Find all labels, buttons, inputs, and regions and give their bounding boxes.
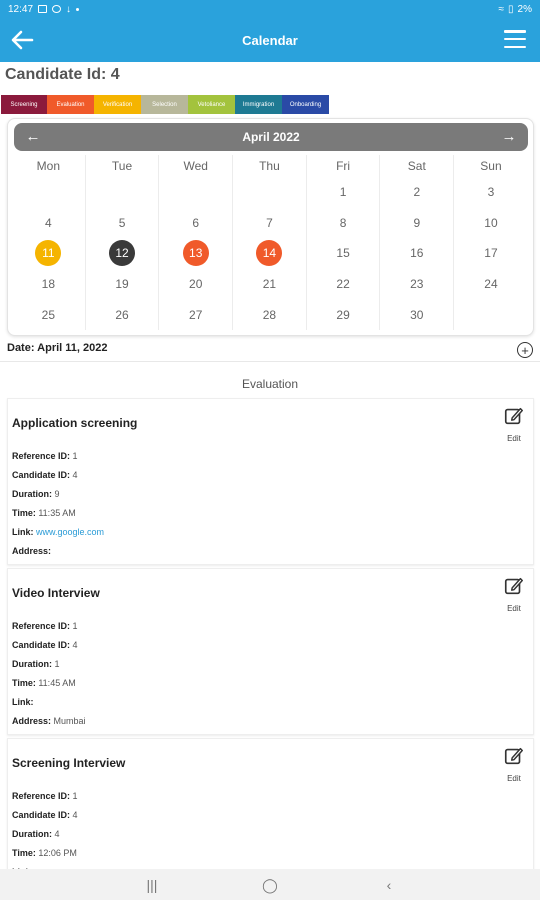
stage-immigration: Immigration: [235, 95, 282, 114]
calendar-day-number: 30: [410, 307, 424, 322]
calendar-day-number: 21: [262, 277, 277, 292]
calendar-empty-cell: [12, 177, 86, 208]
address-field-value: Mumbai: [51, 716, 86, 726]
calendar-day-number: 15: [336, 246, 350, 261]
duration-field-value: 9: [52, 489, 60, 499]
calendar-day-6[interactable]: [159, 208, 233, 239]
calendar-card: [7, 118, 534, 336]
calendar-day-11[interactable]: [12, 238, 86, 269]
calendar-empty-cell: [233, 177, 307, 208]
calendar-day-21[interactable]: [233, 269, 307, 300]
recent-apps-icon[interactable]: |||: [146, 877, 158, 893]
edit-icon: [503, 405, 525, 427]
calendar-empty-cell: [159, 177, 233, 208]
reference-id-field-value: 1: [70, 791, 78, 801]
calendar-day-number: 28: [262, 307, 277, 322]
edit-button[interactable]: [501, 745, 527, 783]
calendar-day-17[interactable]: [454, 238, 528, 269]
calendar-day-number: 24: [484, 277, 498, 292]
stage-onboarding: Onboarding: [282, 95, 329, 114]
back-arrow-icon[interactable]: [8, 26, 36, 54]
reference-id-field: Reference ID: 1: [12, 451, 78, 461]
reference-id-field-value: 1: [70, 621, 78, 631]
duration-field: Duration: 1: [12, 659, 60, 669]
calendar-day-27[interactable]: [159, 299, 233, 330]
link-field: Link: www.google.com: [12, 527, 105, 537]
candidate-id-field-value: 4: [70, 640, 78, 650]
event-list: [7, 398, 534, 900]
edit-label: Edit: [507, 434, 521, 443]
calendar-day-24[interactable]: [454, 269, 528, 300]
duration-field: Duration: 4: [12, 829, 60, 839]
battery-icon: ▯: [508, 3, 514, 15]
battery-level: 2%: [517, 3, 532, 15]
notification-dot-icon: [76, 8, 79, 11]
calendar-day-20[interactable]: [159, 269, 233, 300]
calendar-day-26[interactable]: [86, 299, 160, 330]
calendar-day-number: 16: [410, 246, 424, 261]
calendar-day-2[interactable]: [380, 177, 454, 208]
calendar-day-14[interactable]: [233, 238, 307, 269]
event-title: Application screening: [12, 416, 138, 430]
calendar-week-row: [12, 299, 528, 330]
prev-month-arrow-icon[interactable]: ←: [25, 128, 41, 145]
calendar-day-9[interactable]: [380, 208, 454, 239]
hamburger-menu-icon[interactable]: [504, 30, 526, 48]
calendar-header: [14, 123, 528, 151]
candidate-id-field-value: 4: [70, 470, 78, 480]
candidate-id-field: Candidate ID: 4: [12, 470, 78, 480]
add-event-icon[interactable]: +: [517, 342, 533, 358]
candidate-id-field-value: 4: [70, 810, 78, 820]
weekday-sat: Sat: [380, 155, 454, 177]
calendar-day-number: 22: [336, 277, 350, 292]
calendar-day-number: 27: [189, 307, 203, 322]
reference-id-field-value: 1: [70, 451, 78, 461]
wifi-icon: ≈: [498, 3, 505, 15]
stage-selection: Selection: [141, 95, 188, 114]
event-title: Video Interview: [12, 586, 100, 600]
calendar-day-25[interactable]: [12, 299, 86, 330]
stage-verification: Verification: [94, 95, 141, 114]
calendar-day-number: 2: [413, 185, 421, 200]
edit-label: Edit: [507, 604, 521, 613]
stage-legend: [1, 95, 329, 114]
calendar-day-number: 9: [413, 215, 421, 230]
weekday-mon: Mon: [12, 155, 86, 177]
system-nav-bar: [0, 869, 540, 900]
candidate-id-field: Candidate ID: 4: [12, 810, 78, 820]
divider: [0, 361, 540, 362]
weekday-sun: Sun: [480, 159, 502, 173]
edit-button[interactable]: [501, 575, 527, 613]
section-heading: Evaluation: [241, 377, 299, 391]
time-field-value: 11:45 AM: [35, 678, 76, 688]
edit-button[interactable]: [501, 405, 527, 443]
candidate-id-field: Candidate ID: 4: [12, 640, 78, 650]
status-bar: [0, 0, 540, 18]
app-bar-title: Calendar: [242, 32, 298, 48]
reference-id-field: Reference ID: 1: [12, 621, 78, 631]
calendar-day-number: 8: [339, 215, 347, 230]
next-month-arrow-icon[interactable]: →: [501, 128, 517, 145]
calendar-day-18[interactable]: [12, 269, 86, 300]
calendar-month-label: April 2022: [242, 130, 300, 144]
calendar-day-number: 10: [484, 215, 498, 230]
duration-field-value: 4: [52, 829, 60, 839]
weekday-tue: Tue: [86, 155, 160, 177]
calendar-day-number: 18: [41, 277, 56, 292]
calendar-grid: [12, 155, 528, 330]
event-fields: [12, 449, 104, 563]
home-icon[interactable]: ◯: [262, 876, 278, 893]
calendar-day-4[interactable]: [12, 208, 86, 239]
calendar-day-7[interactable]: [233, 208, 307, 239]
calendar-day-23[interactable]: [380, 269, 454, 300]
status-time: 12:47: [8, 3, 34, 15]
app-bar: [0, 18, 540, 62]
time-field: Time: 12:06 PM: [12, 848, 77, 858]
calendar-day-number: 19: [115, 277, 129, 292]
download-icon: ↓: [66, 3, 72, 15]
calendar-day-number: 14: [256, 240, 282, 266]
link-field: Link:: [12, 697, 34, 707]
calendar-day-number: 26: [115, 307, 129, 322]
edit-icon: [503, 745, 525, 767]
duration-field: Duration: 9: [12, 489, 60, 499]
event-card: [7, 398, 534, 565]
calendar-week-row: [12, 208, 528, 239]
event-link[interactable]: www.google.com: [33, 527, 105, 537]
weekday-wed: Wed: [159, 155, 233, 177]
calendar-day-number: 1: [339, 185, 347, 200]
edit-icon: [503, 575, 525, 597]
calendar-day-number: 6: [192, 215, 200, 230]
weekday-row: [12, 155, 528, 177]
calendar-day-22[interactable]: [307, 269, 381, 300]
calendar-day-number: 25: [41, 307, 56, 322]
calendar-week-row: [12, 238, 528, 269]
calendar-day-number: 11: [35, 240, 61, 266]
calendar-day-number: 4: [45, 215, 52, 230]
stage-vetoliance: Vetoliance: [188, 95, 235, 114]
calendar-day-8[interactable]: [307, 208, 381, 239]
time-field: Time: 11:35 AM: [12, 508, 76, 518]
back-nav-icon[interactable]: ‹: [386, 877, 392, 893]
duration-field-value: 1: [52, 659, 60, 669]
calendar-day-30[interactable]: [380, 299, 454, 330]
event-title: Screening Interview: [12, 756, 126, 770]
calendar-day-19[interactable]: [86, 269, 160, 300]
weekday-fri: Fri: [307, 155, 381, 177]
time-field: Time: 11:45 AM: [12, 678, 76, 688]
calendar-day-number: 20: [189, 277, 203, 292]
calendar-day-12[interactable]: [86, 238, 160, 269]
event-card: [7, 568, 534, 735]
calendar-day-number: 5: [118, 215, 126, 230]
calendar-day-28[interactable]: [233, 299, 307, 330]
calendar-day-number: 17: [484, 246, 498, 261]
calendar-day-number: 3: [487, 185, 495, 200]
calendar-day-3[interactable]: [454, 177, 528, 208]
edit-label: Edit: [507, 774, 521, 783]
calendar-day-number: 29: [336, 307, 350, 322]
stage-evaluation: Evaluation: [47, 95, 94, 114]
calendar-day-number: 7: [266, 215, 273, 230]
calendar-day-16[interactable]: [380, 238, 454, 269]
calendar-day-1[interactable]: [307, 177, 381, 208]
event-fields: [12, 619, 86, 733]
calendar-week-row: [12, 177, 528, 208]
calendar-empty-cell: [454, 299, 528, 330]
weekday-thu: Thu: [233, 155, 307, 177]
calendar-day-29[interactable]: [307, 299, 381, 330]
stage-screening: Screening: [1, 95, 47, 114]
calendar-day-13[interactable]: [159, 238, 233, 269]
calendar-day-10[interactable]: [454, 208, 528, 239]
calendar-day-number: 23: [410, 277, 424, 292]
calendar-week-row: [12, 269, 528, 300]
address-field: Address: Mumbai: [12, 716, 86, 726]
time-field-value: 12:06 PM: [35, 848, 77, 858]
reference-id-field: Reference ID: 1: [12, 791, 78, 801]
calendar-day-number: 12: [109, 240, 135, 266]
time-field-value: 11:35 AM: [35, 508, 76, 518]
sync-icon: [52, 5, 61, 13]
calendar-empty-cell: [86, 177, 160, 208]
calendar-day-number: 13: [183, 240, 209, 266]
address-field: Address:: [12, 546, 52, 556]
candidate-id-heading: Candidate Id: 4: [5, 66, 120, 83]
calendar-day-5[interactable]: [86, 208, 160, 239]
calendar-day-15[interactable]: [307, 238, 381, 269]
selected-date: Date: April 11, 2022: [7, 342, 108, 354]
gallery-icon: [38, 5, 47, 13]
